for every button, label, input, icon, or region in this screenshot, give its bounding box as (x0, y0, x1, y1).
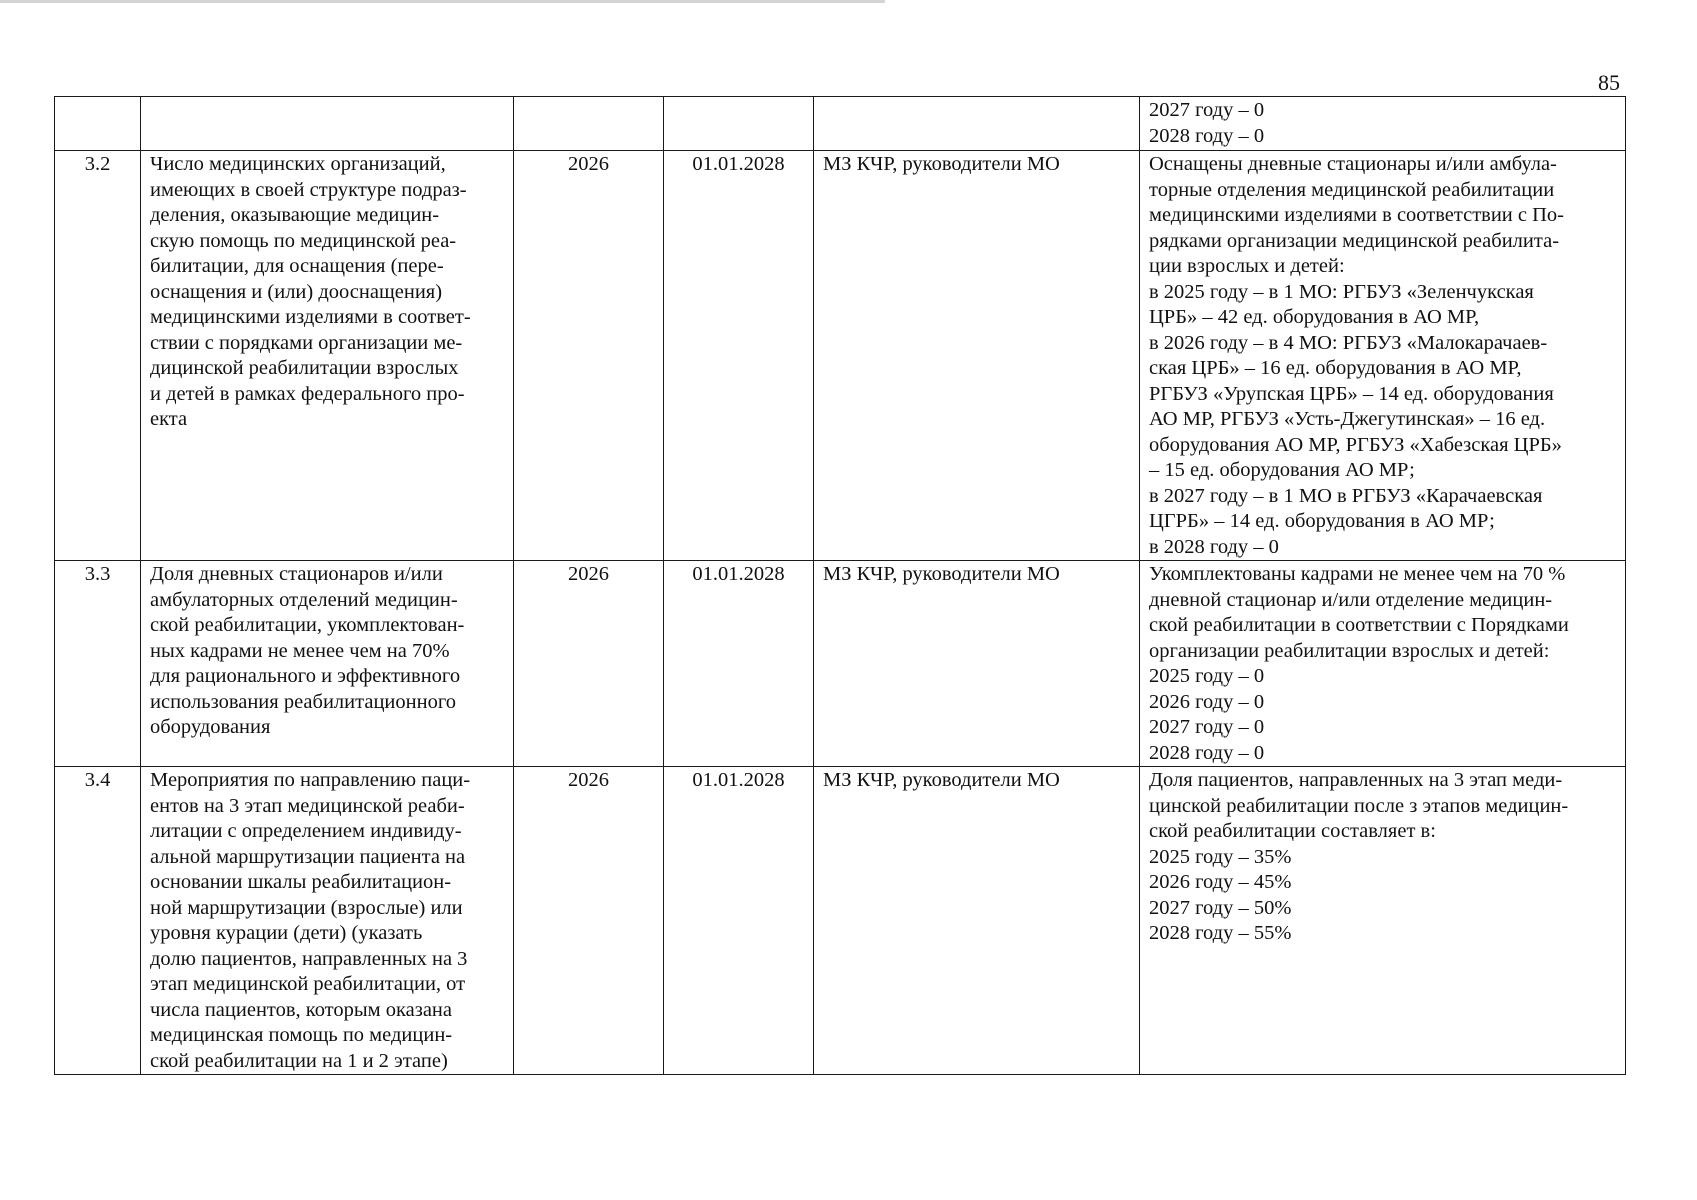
cell-number: 3.2 (55, 151, 141, 561)
cell-responsible: МЗ КЧР, руководители МО (814, 561, 1140, 767)
text-line: 2027 году – 0 (1149, 716, 1265, 738)
cell-end-date: 01.01.2028 (664, 151, 814, 561)
text-line: медицинскими изделиями в соответ- (150, 306, 471, 328)
text-line: оборудования (150, 716, 271, 738)
text-line: ской реабилитации на 1 и 2 этапе) (150, 1049, 448, 1072)
text-line: в 2026 году – в 4 МО: РГБУЗ «Малокарачаев- (1149, 331, 1548, 354)
cell-start-year: 2026 (514, 151, 664, 561)
text-line: оснащения и (или) дооснащения) (150, 280, 443, 303)
cell-responsible: МЗ КЧР, руководители МО (814, 767, 1140, 1075)
text-line: и детей в рамках федерального про- (150, 382, 465, 405)
cell-end-date (664, 97, 814, 151)
text-line: Оснащены дневные стационары и/или амбула- (1149, 153, 1557, 175)
text-line: Доля пациентов, направленных на 3 этап меди- (1149, 769, 1563, 791)
text-line: 2028 году – 0 (1149, 741, 1265, 764)
cell-measure-name (141, 767, 514, 1075)
measures-table (54, 96, 1626, 1075)
table-row (55, 97, 1626, 151)
text-line: в 2027 году – в 1 МО в РГБУЗ «Карачаевская (1149, 484, 1543, 507)
text-line: ции взрослых и детей: (1149, 255, 1345, 277)
text-line: числа пациентов, которым оказана (150, 998, 453, 1021)
text-line: 2025 году – 0 (1149, 665, 1265, 687)
text-line: Число медицинских организаций, (150, 153, 446, 175)
text-line: 2026 году – 0 (1149, 690, 1265, 713)
cell-responsible: МЗ КЧР, руководители МО (814, 151, 1140, 561)
table-row (55, 767, 1626, 1075)
table-row (55, 561, 1626, 767)
cell-end-date: 01.01.2028 (664, 561, 814, 767)
text-line: 2026 году – 45% (1149, 871, 1292, 893)
text-line: АО МР, РГБУЗ «Усть-Джегутинская» – 16 ед. (1149, 408, 1546, 430)
text-line: долю пациентов, направленных на 3 (150, 947, 468, 970)
text-line: уровня курации (дети) (указать (150, 922, 423, 944)
text-line: основании шкалы реабилитацион- (150, 871, 452, 893)
page-number: 85 (1598, 70, 1620, 95)
text-line: для рационального и эффективного (150, 665, 461, 687)
text-line: 2025 году – 35% (1149, 845, 1292, 868)
text-line: имеющих в своей структуре подраз- (150, 178, 467, 201)
text-line: – 15 ед. оборудования АО МР; (1149, 459, 1415, 481)
text-line: 2028 году – 55% (1149, 922, 1292, 944)
text-line: 2027 году – 0 (1149, 99, 1265, 121)
text-line: этап медицинской реабилитации, от (150, 973, 466, 995)
text-line: торные отделения медицинской реабилитации (1149, 178, 1555, 201)
cell-start-year: 2026 (514, 561, 664, 767)
text-line: использования реабилитационного (150, 690, 456, 713)
text-line: дицинской реабилитации взрослых (150, 357, 459, 379)
text-line: литации с определением индивиду- (150, 820, 462, 842)
cell-number: 3.4 (55, 767, 141, 1075)
text-line: организации реабилитации взрослых и детей: (1149, 639, 1550, 662)
cell-measure-name (141, 151, 514, 561)
cell-end-date: 01.01.2028 (664, 767, 814, 1075)
text-line: ской реабилитации в соответствии с Порядками (1149, 614, 1569, 636)
scan-edge-line (0, 0, 885, 3)
text-line: 2028 году – 0 (1149, 124, 1265, 147)
text-line: амбулаторных отделений медицин- (150, 588, 458, 611)
text-line: медицинская помощь по медицин- (150, 1024, 453, 1046)
text-line: 2027 году – 50% (1149, 896, 1292, 919)
text-line: Укомплектованы кадрами не менее чем на 70 % (1149, 563, 1566, 585)
cell-start-year (514, 97, 664, 151)
text-line: екта (150, 408, 188, 430)
text-line: ская ЦРБ» – 16 ед. оборудования в АО МР, (1149, 357, 1522, 379)
text-line: РГБУЗ «Урупская ЦРБ» – 14 ед. оборудования (1149, 382, 1554, 405)
text-line: цинской реабилитации после з этапов медицин- (1149, 794, 1569, 817)
text-line: деления, оказывающие медицин- (150, 204, 440, 226)
text-line: ных кадрами не менее чем на 70% (150, 639, 450, 662)
text-line: медицинскими изделиями в соответствии с По- (1149, 204, 1565, 226)
text-line: скую помощь по медицинской реа- (150, 229, 457, 252)
text-line: в 2025 году – в 1 МО: РГБУЗ «Зеленчукская (1149, 280, 1534, 303)
cell-result (1140, 561, 1626, 767)
text-line: ентов на 3 этап медицинской реаби- (150, 794, 465, 817)
cell-number (55, 97, 141, 151)
text-line: билитации, для оснащения (пере- (150, 255, 444, 277)
text-line: альной маршрутизации пациента на (150, 845, 466, 868)
cell-measure-name (141, 97, 514, 151)
text-line: дневной стационар и/или отделение медицин- (1149, 588, 1553, 611)
cell-number: 3.3 (55, 561, 141, 767)
text-line: рядками организации медицинской реабилита- (1149, 229, 1560, 252)
text-line: Доля дневных стационаров и/или (150, 563, 443, 585)
text-line: в 2028 году – 0 (1149, 535, 1279, 558)
cell-result (1140, 767, 1626, 1075)
text-line: ной маршрутизации (взрослые) или (150, 896, 463, 919)
cell-result (1140, 151, 1626, 561)
cell-start-year: 2026 (514, 767, 664, 1075)
table-row (55, 151, 1626, 561)
cell-result (1140, 97, 1626, 151)
text-line: ЦРБ» – 42 ед. оборудования в АО МР, (1149, 306, 1480, 328)
cell-measure-name (141, 561, 514, 767)
text-line: Мероприятия по направлению паци- (150, 769, 471, 791)
text-line: ской реабилитации составляет в: (1149, 820, 1436, 842)
cell-responsible (814, 97, 1140, 151)
text-line: ской реабилитации, укомплектован- (150, 614, 465, 636)
text-line: ЦГРБ» – 14 ед. оборудования в АО МР; (1149, 510, 1495, 532)
text-line: оборудования АО МР, РГБУЗ «Хабезская ЦРБ» (1149, 433, 1562, 456)
text-line: ствии с порядками организации ме- (150, 331, 463, 354)
